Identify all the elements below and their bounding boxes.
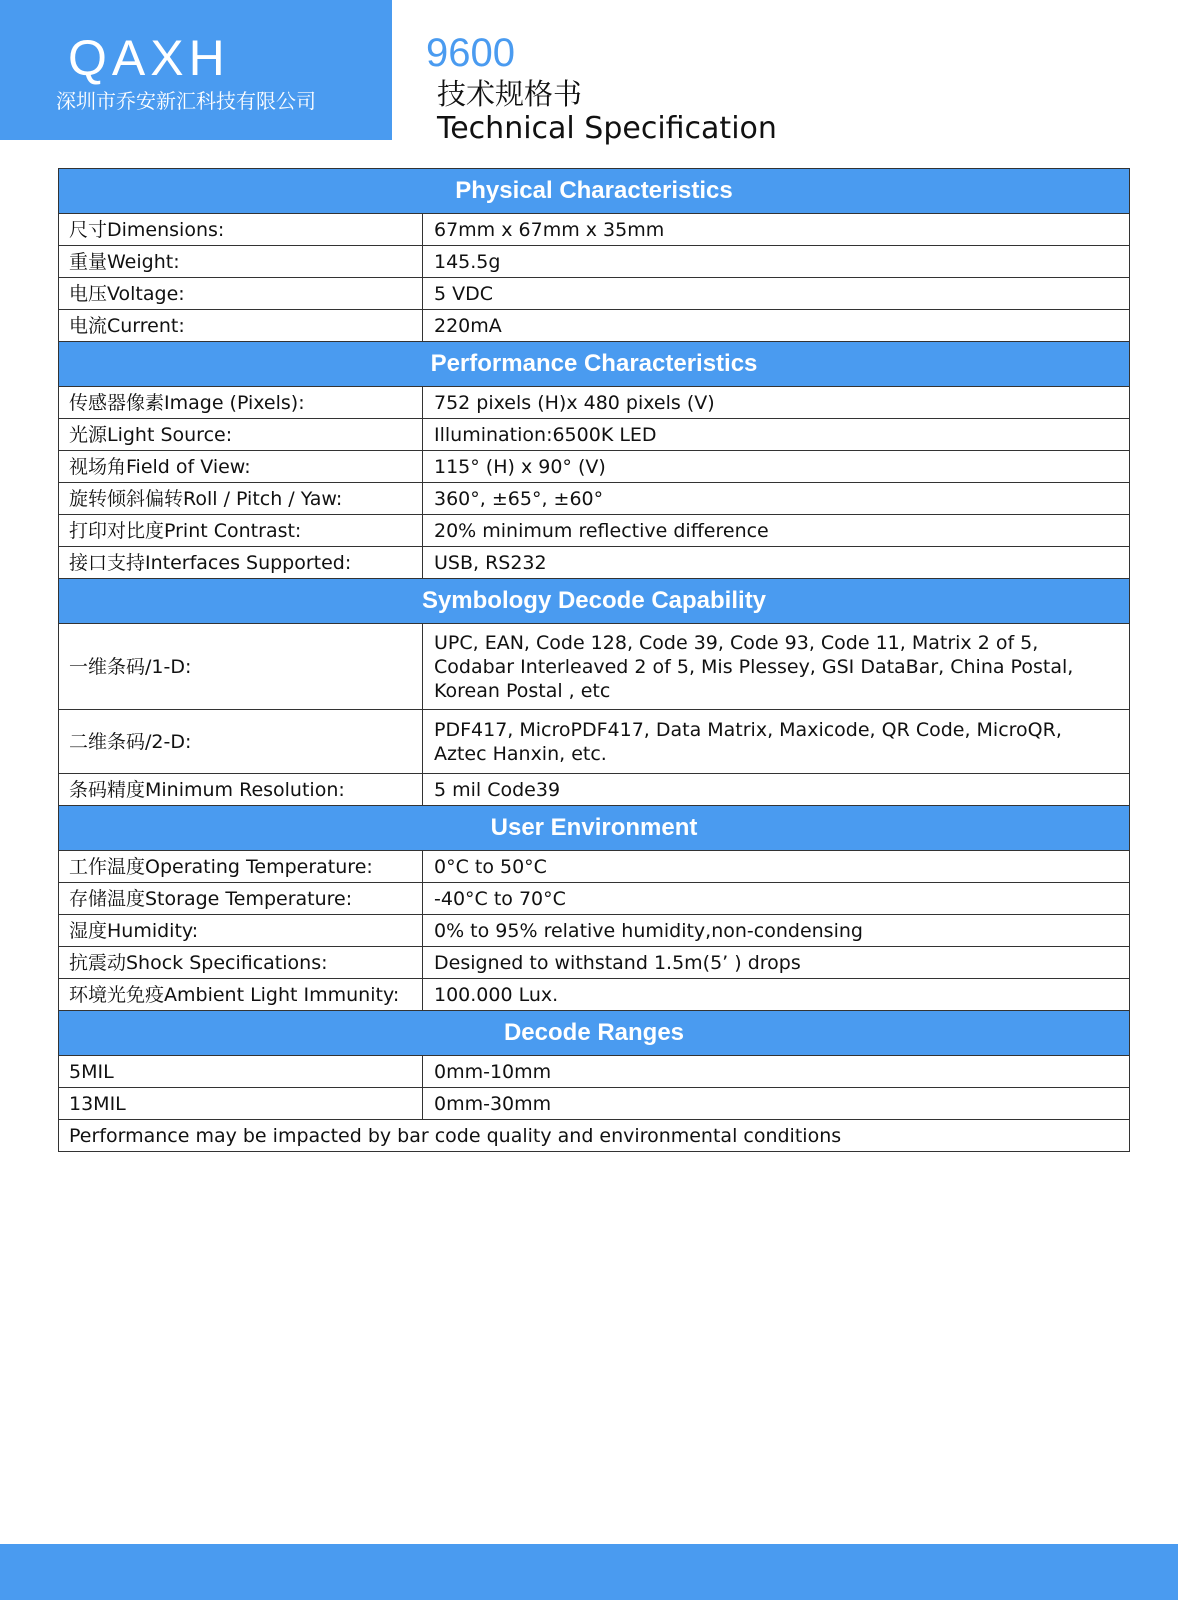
spec-value: -40°C to 70°C	[423, 883, 1130, 915]
company-logo: QAXH	[68, 30, 230, 86]
spec-label: 工作温度Operating Temperature:	[59, 851, 423, 883]
table-row	[59, 1056, 1130, 1088]
table-row	[59, 214, 1130, 246]
spec-value: 20% minimum reflective difference	[423, 515, 1130, 547]
spec-value: 5 VDC	[423, 278, 1130, 310]
table-row	[59, 1088, 1130, 1120]
table-row	[59, 710, 1130, 774]
spec-value: 145.5g	[423, 246, 1130, 278]
spec-label: 旋转倾斜偏转Roll / Pitch / Yaw:	[59, 483, 423, 515]
table-row	[59, 419, 1130, 451]
spec-value: UPC, EAN, Code 128, Code 39, Code 93, Code 11, Matrix 2 of 5, Codabar Interleaved 2 of 5, Mis Plessey, GSI DataBar, China Postal, Korean Postal , etc	[423, 624, 1130, 710]
table-row-note	[59, 1120, 1130, 1152]
section-header-decode-ranges	[59, 1011, 1130, 1056]
section-header-symbology	[59, 579, 1130, 624]
section-title: Decode Ranges	[59, 1011, 1130, 1056]
spec-label: 13MIL	[59, 1088, 423, 1120]
title-english: Technical Specification	[437, 111, 777, 146]
spec-label: 抗震动Shock Specifications:	[59, 947, 423, 979]
spec-value: 360°, ±65°, ±60°	[423, 483, 1130, 515]
table-row	[59, 451, 1130, 483]
section-header-performance	[59, 342, 1130, 387]
spec-label: 传感器像素Image (Pixels):	[59, 387, 423, 419]
table-row	[59, 246, 1130, 278]
spec-label: 打印对比度Print Contrast:	[59, 515, 423, 547]
spec-value: 115° (H) x 90° (V)	[423, 451, 1130, 483]
table-row	[59, 310, 1130, 342]
spec-label: 视场角Field of View:	[59, 451, 423, 483]
table-row	[59, 547, 1130, 579]
spec-label: 接口支持Interfaces Supported:	[59, 547, 423, 579]
spec-label: 光源Light Source:	[59, 419, 423, 451]
section-title: Physical Characteristics	[59, 169, 1130, 214]
spec-label: 一维条码/1-D:	[59, 624, 423, 710]
table-row	[59, 851, 1130, 883]
table-row	[59, 387, 1130, 419]
spec-value: 5 mil Code39	[423, 774, 1130, 806]
spec-value: Designed to withstand 1.5m(5’ ) drops	[423, 947, 1130, 979]
spec-value: Illumination:6500K LED	[423, 419, 1130, 451]
section-title: Performance Characteristics	[59, 342, 1130, 387]
table-row	[59, 624, 1130, 710]
spec-value: 0mm-10mm	[423, 1056, 1130, 1088]
spec-label: 条码精度Minimum Resolution:	[59, 774, 423, 806]
table-row	[59, 947, 1130, 979]
spec-value: 752 pixels (H)x 480 pixels (V)	[423, 387, 1130, 419]
spec-label: 5MIL	[59, 1056, 423, 1088]
spec-value: USB, RS232	[423, 547, 1130, 579]
model-number: 9600	[426, 31, 515, 75]
spec-value: 0mm-30mm	[423, 1088, 1130, 1120]
company-name: 深圳市乔安新汇科技有限公司	[56, 89, 316, 113]
spec-label: 二维条码/2-D:	[59, 710, 423, 774]
spec-label: 重量Weight:	[59, 246, 423, 278]
table-row	[59, 979, 1130, 1011]
section-header-environment	[59, 806, 1130, 851]
brand-banner	[0, 0, 392, 140]
spec-value: 0% to 95% relative humidity,non-condensing	[423, 915, 1130, 947]
spec-label: 电压Voltage:	[59, 278, 423, 310]
performance-note: Performance may be impacted by bar code quality and environmental conditions	[59, 1120, 1130, 1152]
table-row	[59, 774, 1130, 806]
section-title: Symbology Decode Capability	[59, 579, 1130, 624]
title-chinese: 技术规格书	[437, 77, 583, 111]
spec-label: 湿度Humidity:	[59, 915, 423, 947]
spec-label: 环境光免疫Ambient Light Immunity:	[59, 979, 423, 1011]
spec-value: 0°C to 50°C	[423, 851, 1130, 883]
spec-table	[58, 168, 1130, 1152]
spec-value: 100.000 Lux.	[423, 979, 1130, 1011]
section-title: User Environment	[59, 806, 1130, 851]
table-row	[59, 278, 1130, 310]
spec-value: 220mA	[423, 310, 1130, 342]
section-header-physical	[59, 169, 1130, 214]
table-row	[59, 515, 1130, 547]
table-row	[59, 483, 1130, 515]
footer-bar	[0, 1544, 1178, 1600]
spec-label: 存储温度Storage Temperature:	[59, 883, 423, 915]
spec-label: 电流Current:	[59, 310, 423, 342]
table-row	[59, 915, 1130, 947]
spec-label: 尺寸Dimensions:	[59, 214, 423, 246]
spec-value: 67mm x 67mm x 35mm	[423, 214, 1130, 246]
table-row	[59, 883, 1130, 915]
spec-value: PDF417, MicroPDF417, Data Matrix, Maxicode, QR Code, MicroQR, Aztec Hanxin, etc.	[423, 710, 1130, 774]
